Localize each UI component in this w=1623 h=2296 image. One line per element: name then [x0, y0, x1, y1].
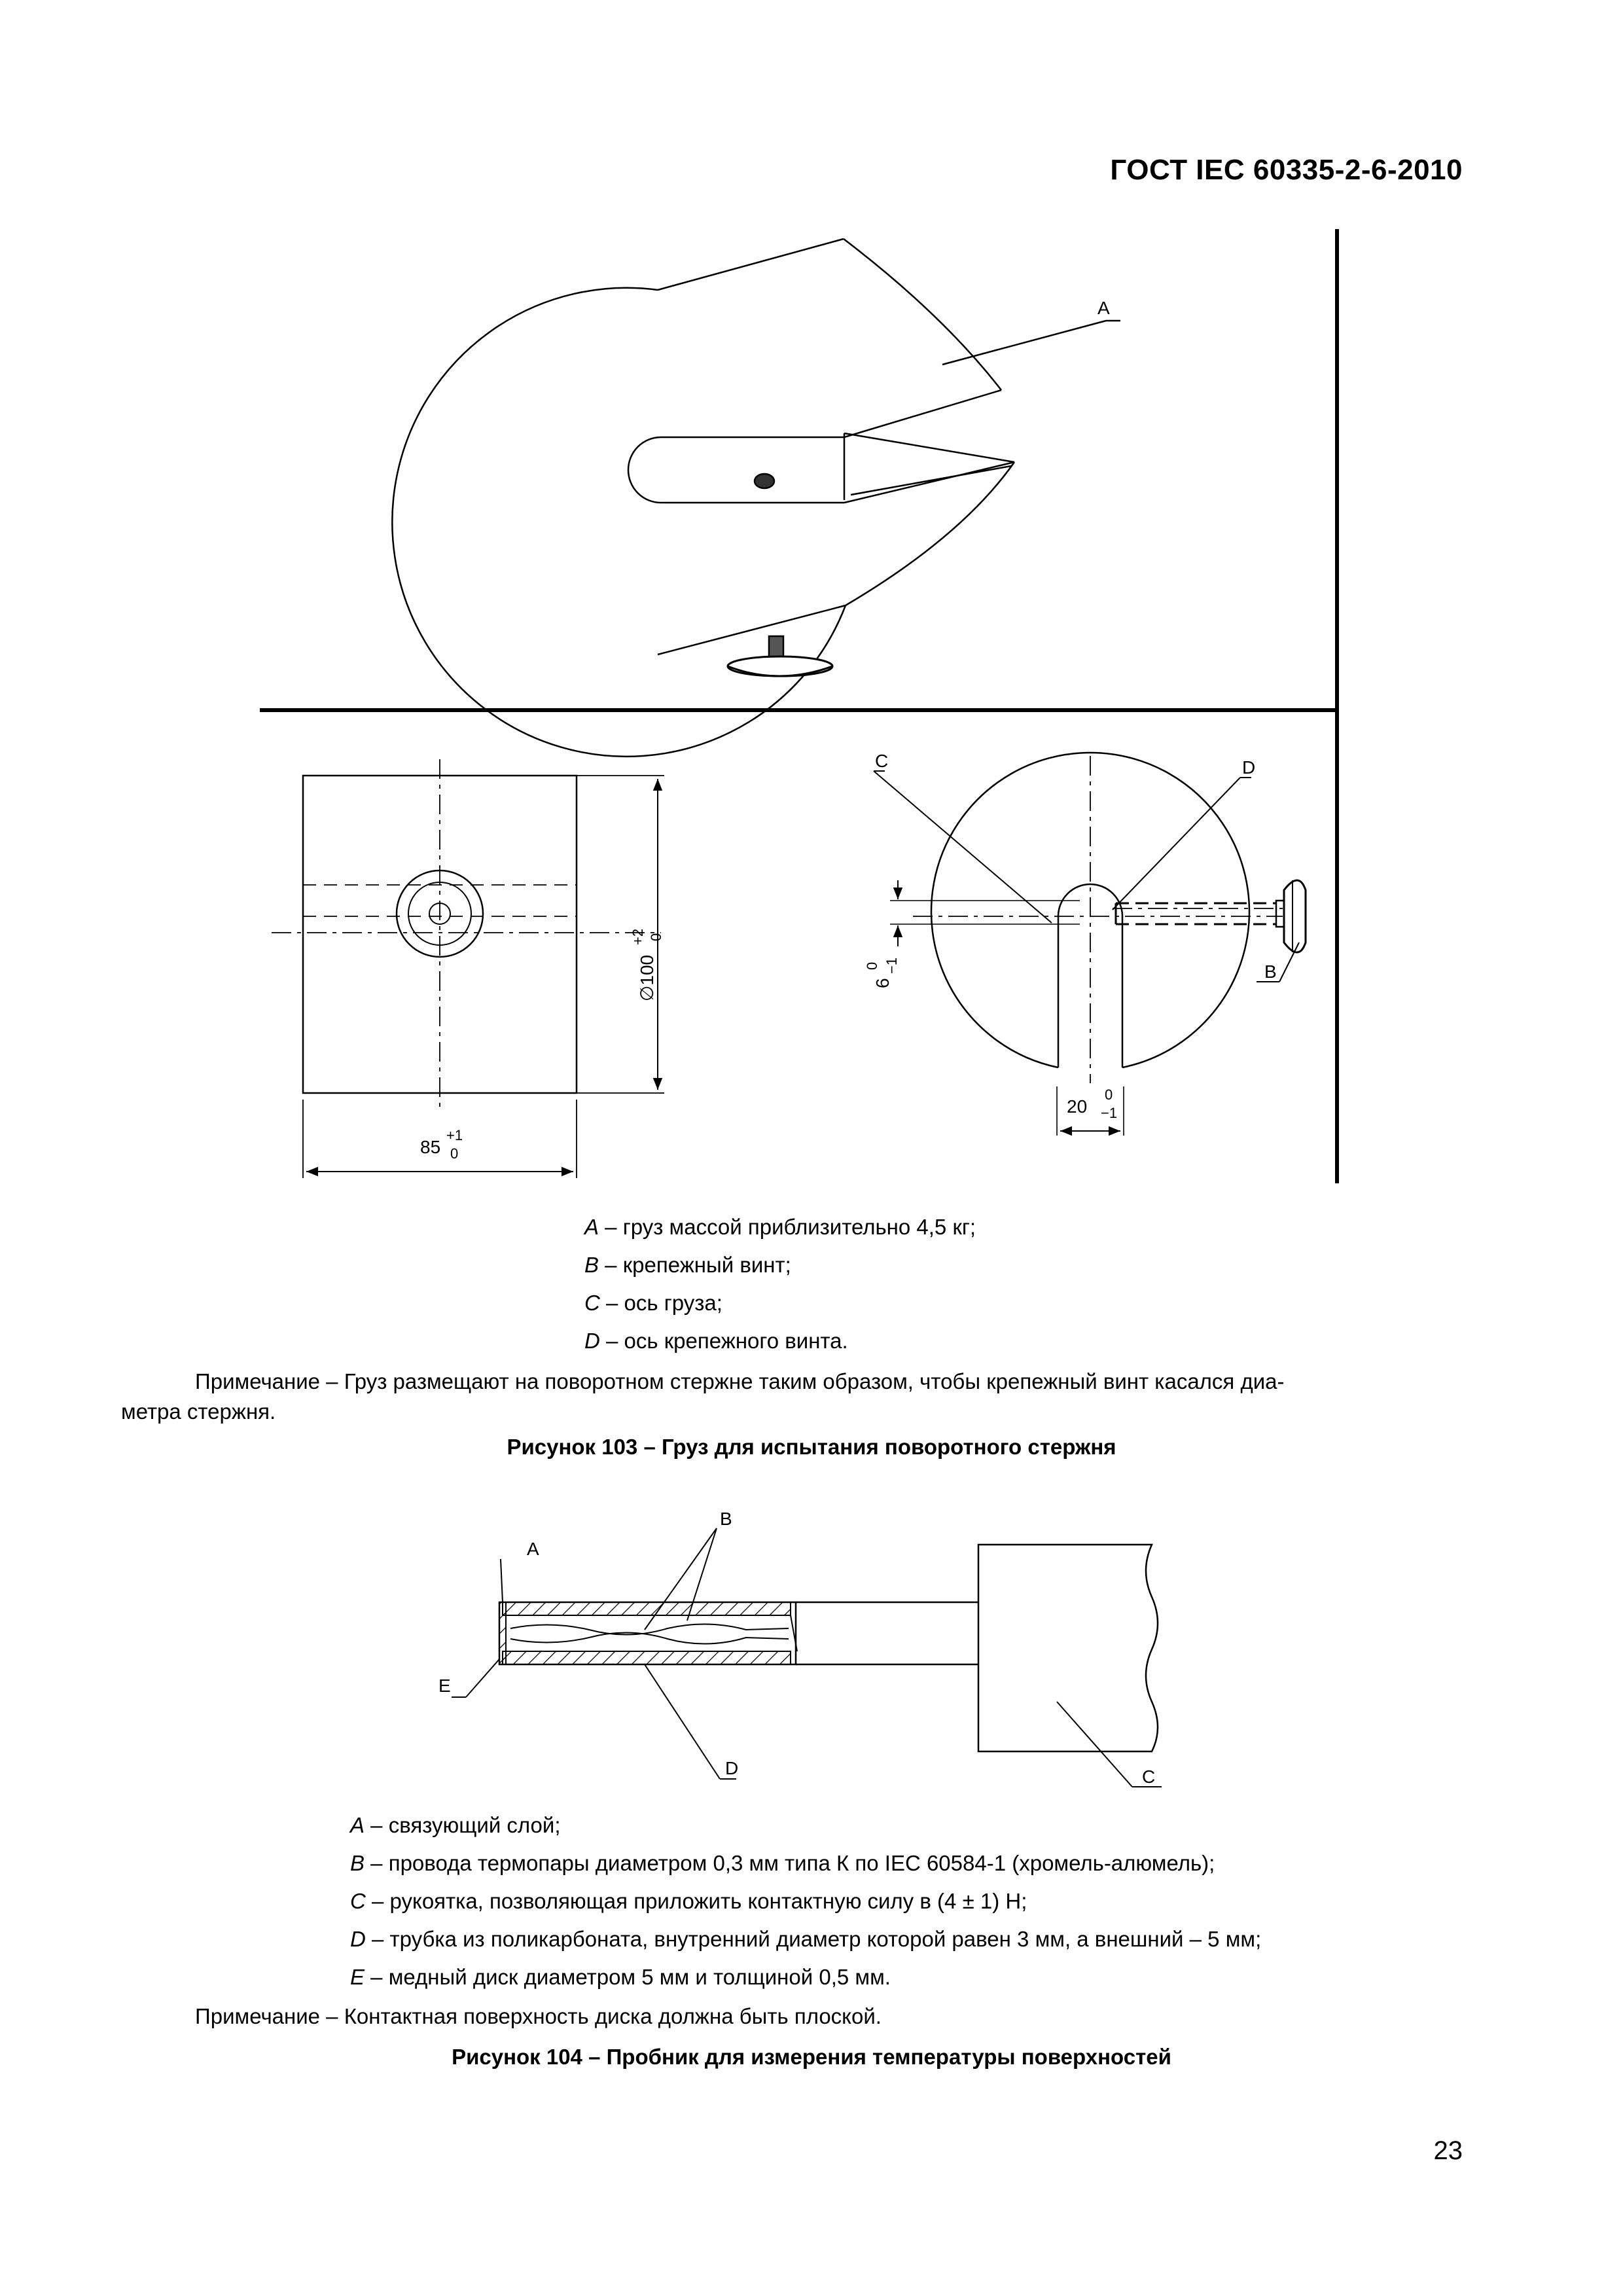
fig104-label-b: B: [720, 1509, 732, 1529]
legend-item: C – рукоятка, позволяющая приложить контактную силу в (4 ± 1) Н;: [350, 1889, 1027, 1913]
six-dimension-text: [864, 958, 900, 988]
weight-front-view: [272, 759, 664, 1178]
legend-item: A – связующий слой;: [350, 1813, 561, 1837]
fig103-label-a: A: [1097, 298, 1110, 318]
fig103-label-c: C: [875, 751, 889, 771]
document-header: ГОСТ IEC 60335-2-6-2010: [1110, 154, 1463, 186]
six-tol-upper: 0: [864, 961, 880, 970]
fig104-legend: [350, 1806, 1261, 1996]
slot-main-text: 20: [1067, 1096, 1088, 1117]
fig103-caption: Рисунок 103 – Груз для испытания поворотного стержня: [507, 1435, 1116, 1459]
width-tol-upper: +1: [446, 1127, 463, 1143]
fig103-note-line2: метра стержня.: [121, 1399, 276, 1424]
diameter-dimension-text: [630, 929, 664, 1001]
weight-isometric-view: [392, 239, 1120, 757]
probe-drawing: [452, 1528, 1162, 1787]
six-main-text: 6: [872, 978, 893, 988]
fig104-caption: Рисунок 104 – Пробник для измерения температуры поверхностей: [452, 2045, 1171, 2069]
fig104-note: Примечание – Контактная поверхность диска должна быть плоской.: [195, 2004, 882, 2028]
dia-tol-upper: +2: [630, 928, 646, 945]
slot-tol-lower: −1: [1101, 1105, 1118, 1121]
width-main-text: 85: [420, 1137, 441, 1157]
legend-item: C – ось груза;: [584, 1291, 722, 1315]
figure-103-frame: [260, 229, 1337, 1183]
slot-tol-upper: 0: [1105, 1086, 1113, 1103]
legend-item: A – груз массой приблизительно 4,5 кг;: [584, 1215, 976, 1239]
fig103-label-d: D: [1242, 757, 1256, 778]
fig104-label-d: D: [725, 1758, 739, 1778]
legend-item: D – ось крепежного винта.: [584, 1329, 848, 1353]
dia-main-text: ∅100: [637, 954, 657, 1001]
fig104-label-e: E: [438, 1676, 451, 1696]
weight-side-view: [874, 753, 1306, 1136]
legend-item: E – медный диск диаметром 5 мм и толщиной 0,5 мм.: [350, 1965, 891, 1989]
fig103-legend: [584, 1208, 976, 1360]
width-tol-lower: 0: [450, 1145, 459, 1162]
six-tol-lower: −1: [883, 957, 900, 974]
fig104-label-c: C: [1142, 1767, 1156, 1787]
legend-item: B – крепежный винт;: [584, 1253, 791, 1277]
legend-item: D – трубка из поликарбоната, внутренний диаметр которой равен 3 мм, а внешний – 5 мм;: [350, 1927, 1262, 1951]
fig103-note-line1: Примечание – Груз размещают на поворотном стержне таким образом, чтобы крепежный винт касался диа-: [195, 1369, 1285, 1393]
page-number: 23: [1433, 2136, 1463, 2165]
fig103-label-b: B: [1264, 961, 1277, 982]
legend-item: B – провода термопары диаметром 0,3 мм типа К по IEC 60584-1 (хромель-алюмель);: [350, 1851, 1215, 1875]
fig104-label-a: A: [527, 1539, 539, 1559]
dia-tol-lower: 0: [648, 933, 664, 941]
